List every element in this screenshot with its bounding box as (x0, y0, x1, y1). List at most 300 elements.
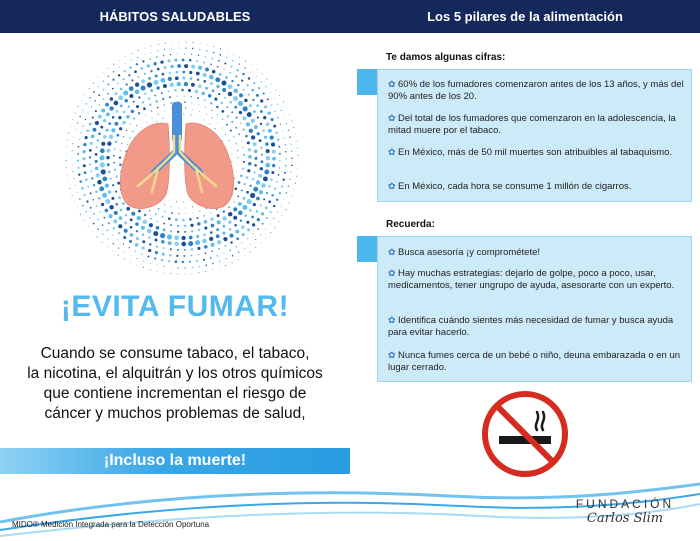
halftone-dot (89, 123, 92, 126)
halftone-dot (272, 157, 276, 161)
halftone-dot (285, 144, 286, 145)
halftone-dot (72, 157, 73, 158)
halftone-dot (212, 269, 213, 270)
halftone-dot (250, 72, 251, 73)
list-item: ✿ Identifica cuándo sientes más necesidad de fumar y busca ayuda para evitar hacerlo. (388, 315, 674, 338)
halftone-dot (238, 252, 239, 253)
halftone-dot (148, 249, 151, 252)
halftone-dot (98, 86, 100, 88)
halftone-dot (260, 234, 261, 235)
halftone-dot (211, 250, 213, 252)
halftone-dot (285, 165, 287, 167)
halftone-dot (199, 266, 201, 268)
recuerda-panel (377, 236, 692, 382)
halftone-dot (177, 273, 178, 274)
halftone-dot (86, 103, 88, 105)
halftone-dot (282, 215, 283, 216)
halftone-dot (261, 212, 264, 215)
halftone-dot (271, 194, 273, 196)
halftone-dot (191, 273, 192, 274)
halftone-dot (178, 213, 179, 214)
halftone-dot (138, 76, 140, 78)
halftone-dot (75, 185, 76, 186)
halftone-dot (212, 90, 214, 92)
halftone-dot (204, 226, 207, 229)
halftone-dot (188, 89, 191, 92)
halftone-dot (141, 253, 143, 255)
halftone-dot (253, 142, 257, 146)
halftone-dot (193, 212, 194, 213)
halftone-dot (141, 86, 146, 91)
halftone-dot (171, 48, 172, 49)
halftone-dot (136, 63, 138, 65)
halftone-dot (107, 83, 109, 85)
halftone-dot (151, 52, 152, 53)
halftone-dot (97, 228, 99, 230)
halftone-dot (138, 50, 139, 51)
halftone-dot (289, 114, 290, 115)
halftone-dot (83, 143, 86, 146)
halftone-dot (103, 89, 105, 91)
halftone-dot (272, 164, 275, 167)
halftone-dot (118, 224, 122, 228)
halftone-dot (222, 216, 226, 220)
halftone-dot (163, 247, 165, 249)
halftone-dot (131, 79, 133, 81)
cifras-panel (377, 69, 692, 202)
halftone-dot (83, 164, 86, 167)
halftone-dot (220, 48, 221, 49)
halftone-dot (263, 116, 266, 119)
halftone-dot (236, 246, 237, 247)
halftone-dot (131, 212, 135, 216)
halftone-dot (97, 180, 102, 185)
halftone-dot (79, 139, 80, 140)
halftone-dot (290, 143, 292, 145)
halftone-dot (135, 89, 140, 94)
halftone-dot (274, 218, 275, 219)
halftone-dot (249, 185, 251, 187)
halftone-dot (252, 223, 255, 226)
halftone-dot (265, 229, 266, 230)
halftone-dot (93, 83, 94, 84)
halftone-dot (258, 174, 262, 178)
halftone-dot (276, 199, 278, 201)
halftone-dot (163, 223, 165, 225)
halftone-dot (66, 146, 67, 147)
halftone-dot (100, 162, 105, 167)
halftone-dot (249, 209, 252, 212)
halftone-dot (244, 255, 245, 256)
halftone-dot (230, 249, 231, 250)
halftone-dot (96, 173, 100, 177)
gear-bullet-icon: ✿ (388, 147, 396, 157)
halftone-dot (195, 240, 200, 245)
halftone-dot (199, 49, 201, 51)
halftone-dot (82, 126, 83, 127)
halftone-dot (168, 90, 170, 92)
halftone-dot (82, 157, 85, 160)
halftone-dot (160, 78, 165, 83)
halftone-dot (283, 199, 284, 200)
halftone-dot (264, 105, 267, 108)
halftone-dot (239, 57, 240, 58)
halftone-dot (156, 245, 158, 247)
list-item: ✿ Del total de los fumadores que comenzaron en la adolescencia, la mitad muere por el tabaco. (388, 113, 676, 136)
halftone-dot (170, 273, 171, 274)
halftone-dot (202, 239, 207, 244)
halftone-dot (123, 70, 125, 72)
halftone-dot (248, 148, 251, 151)
halftone-dot (190, 224, 193, 227)
halftone-dot (175, 242, 179, 246)
halftone-dot (108, 68, 109, 69)
halftone-dot (265, 86, 266, 87)
halftone-dot (112, 251, 113, 252)
halftone-dot (256, 69, 257, 70)
halftone-dot (182, 219, 185, 222)
halftone-dot (170, 83, 174, 87)
halftone-dot (248, 77, 250, 79)
halftone-dot (283, 137, 284, 138)
halftone-dot (226, 258, 228, 260)
halftone-dot (254, 150, 258, 154)
halftone-dot (240, 220, 242, 222)
halftone-dot (213, 46, 214, 47)
halftone-dot (233, 96, 238, 101)
halftone-dot (75, 129, 76, 130)
halftone-dot (247, 228, 250, 231)
halftone-dot (123, 91, 128, 96)
halftone-dot (89, 163, 91, 165)
halftone-dot (89, 88, 90, 89)
halftone-dot (163, 228, 166, 231)
halftone-dot (254, 125, 258, 129)
halftone-dot (277, 139, 279, 141)
halftone-dot (118, 248, 119, 249)
halftone-dot (257, 116, 259, 118)
halftone-dot (72, 164, 73, 165)
halftone-dot (255, 157, 258, 160)
halftone-dot (77, 208, 78, 209)
halftone-dot (89, 149, 92, 152)
halftone-dot (217, 255, 219, 257)
halftone-dot (89, 217, 91, 219)
halftone-dot (81, 100, 82, 101)
halftone-dot (170, 54, 171, 55)
halftone-dot (225, 76, 228, 79)
halftone-dot (274, 111, 275, 112)
halftone-dot (251, 65, 252, 66)
halftone-dot (251, 135, 255, 139)
halftone-dot (196, 260, 198, 262)
halftone-dot (184, 274, 185, 275)
halftone-dot (147, 229, 152, 234)
halftone-dot (205, 265, 207, 267)
halftone-dot (130, 233, 134, 237)
halftone-dot (112, 79, 114, 81)
halftone-dot (148, 236, 151, 239)
gear-bullet-icon: ✿ (388, 268, 396, 278)
halftone-dot (248, 155, 252, 159)
list-item: ✿ Busca asesoría ¡y comprométete! (388, 247, 541, 258)
halftone-dot (137, 258, 138, 259)
halftone-dot (198, 229, 201, 232)
halftone-dot (112, 235, 113, 236)
halftone-dot (103, 135, 107, 139)
halftone-dot (98, 197, 101, 200)
halftone-dot (256, 94, 259, 97)
halftone-dot (85, 178, 87, 180)
halftone-dot (283, 101, 284, 102)
halftone-dot (123, 236, 126, 239)
halftone-dot (232, 255, 234, 257)
halftone-dot (108, 122, 111, 125)
halftone-dot (224, 97, 226, 99)
halftone-dot (270, 224, 271, 225)
halftone-dot (212, 263, 214, 265)
halftone-dot (115, 92, 118, 95)
halftone-dot (182, 71, 185, 74)
halftone-dot (247, 238, 248, 239)
halftone-dot (66, 153, 67, 154)
halftone-dot (157, 68, 160, 71)
halftone-dot (254, 164, 257, 167)
halftone-dot (181, 242, 186, 247)
halftone-dot (163, 272, 164, 273)
halftone-dot (118, 74, 120, 76)
halftone-dot (232, 60, 234, 62)
halftone-dot (95, 110, 97, 112)
halftone-dot (228, 228, 231, 231)
halftone-dot (108, 76, 109, 77)
halftone-dot (205, 56, 206, 57)
halftone-dot (191, 248, 194, 251)
halftone-dot (85, 136, 88, 139)
halftone-dot (67, 139, 68, 140)
halftone-dot (189, 218, 191, 220)
halftone-dot (150, 269, 151, 270)
halftone-dot (191, 54, 192, 55)
halftone-dot (233, 216, 237, 220)
halftone-dot (154, 80, 159, 85)
halftone-dot (163, 55, 165, 57)
halftone-dot (130, 226, 133, 229)
halftone-dot (155, 213, 157, 215)
halftone-dot (230, 65, 232, 67)
halftone-dot (77, 192, 78, 193)
halftone-dot (97, 139, 99, 141)
halftone-dot (201, 92, 205, 96)
halftone-dot (288, 130, 289, 131)
halftone-dot (102, 224, 103, 225)
halftone-dot (208, 94, 211, 97)
halftone-dot (129, 240, 132, 243)
halftone-dot (136, 237, 139, 240)
halftone-dot (222, 231, 225, 234)
halftone-dot (183, 95, 184, 96)
halftone-dot (72, 119, 73, 120)
halftone-dot (241, 225, 245, 229)
halftone-dot (263, 93, 265, 95)
halftone-dot (191, 255, 193, 257)
halftone-dot (84, 171, 87, 174)
halftone-dot (161, 259, 163, 261)
halftone-dot (223, 237, 227, 241)
halftone-dot (218, 93, 220, 95)
halftone-dot (151, 46, 152, 47)
halftone-dot (177, 64, 181, 68)
list-item: ✿ En México, cada hora se consume 1 millón de cigarros. (388, 181, 632, 192)
halftone-dot (266, 156, 270, 160)
halftone-dot (242, 168, 244, 170)
halftone-dot (281, 206, 282, 207)
halftone-dot (185, 47, 186, 48)
halftone-dot (112, 88, 114, 90)
halftone-dot (243, 129, 245, 131)
halftone-dot (153, 231, 158, 236)
halftone-dot (191, 83, 195, 87)
halftone-dot (279, 153, 281, 155)
halftone-dot (279, 167, 281, 169)
halftone-dot (228, 84, 233, 89)
halftone-dot (162, 73, 165, 76)
halftone-dot (196, 72, 200, 76)
halftone-dot (95, 121, 99, 125)
halftone-dot (218, 60, 220, 62)
halftone-dot (129, 66, 131, 68)
halftone-dot (77, 167, 79, 169)
halftone-dot (278, 104, 279, 105)
halftone-dot (228, 212, 232, 216)
halftone-dot (143, 267, 144, 268)
halftone-dot (118, 232, 121, 235)
halftone-dot (67, 174, 68, 175)
halftone-dot (175, 76, 179, 80)
halftone-dot (246, 176, 249, 179)
halftone-dot (78, 146, 80, 148)
halftone-dot (92, 116, 94, 118)
halftone-dot (282, 130, 283, 131)
lungs-icon (112, 102, 242, 212)
halftone-dot (135, 243, 138, 246)
halftone-dot (84, 194, 86, 196)
halftone-dot (156, 271, 157, 272)
no-smoking-icon (481, 390, 569, 478)
halftone-dot (228, 92, 233, 97)
halftone-dot (135, 250, 137, 252)
halftone-dot (222, 88, 226, 92)
halftone-dot (79, 116, 80, 117)
halftone-dot (222, 225, 225, 228)
halftone-dot (72, 143, 73, 144)
halftone-dot (188, 241, 193, 246)
header-right (350, 0, 700, 33)
halftone-dot (113, 64, 114, 65)
halftone-dot (89, 97, 91, 99)
halftone-dot (215, 77, 220, 82)
halftone-dot (291, 157, 293, 159)
halftone-dot (276, 181, 278, 183)
halftone-dot (179, 42, 180, 43)
halftone-dot (171, 212, 173, 214)
halftone-dot (148, 77, 151, 80)
halftone-dot (74, 178, 75, 179)
halftone-dot (258, 87, 260, 89)
halftone-dot (176, 95, 177, 96)
halftone-dot (97, 237, 98, 238)
halftone-dot (184, 231, 186, 233)
halftone-dot (291, 120, 292, 121)
halftone-dot (87, 186, 89, 188)
halftone-dot (177, 249, 179, 251)
halftone-dot (246, 84, 249, 87)
halftone-dot (123, 243, 124, 244)
halftone-dot (124, 221, 127, 224)
halftone-dot (214, 98, 217, 101)
halftone-dot (242, 116, 246, 120)
halftone-dot (119, 67, 120, 68)
halftone-dot (248, 94, 250, 96)
halftone-dot (262, 74, 263, 75)
halftone-dot (191, 65, 195, 69)
halftone-dot (218, 248, 220, 250)
body-line: la nicotina, el alquitrán y los otros químicos (27, 365, 323, 382)
halftone-dot (270, 178, 273, 181)
halftone-dot (178, 267, 179, 268)
halftone-dot (217, 240, 221, 244)
halftone-dot (271, 171, 274, 174)
halftone-dot (265, 206, 268, 209)
halftone-dot (174, 89, 176, 91)
halftone-dot (247, 141, 250, 144)
halftone-dot (200, 43, 201, 44)
halftone-dot (93, 128, 97, 132)
gear-bullet-icon: ✿ (388, 79, 396, 89)
halftone-dot (101, 142, 105, 146)
halftone-dot (154, 95, 156, 97)
halftone-dot (209, 237, 213, 241)
logo-subtitle: Carlos Slim (586, 511, 664, 526)
halftone-dot (227, 51, 228, 52)
halftone-dot (91, 106, 92, 107)
halftone-dot (274, 98, 275, 99)
halftone-dot (66, 167, 67, 168)
halftone-dot (131, 53, 132, 54)
halftone-dot (107, 238, 108, 239)
halftone-dot (185, 267, 186, 268)
halftone-dot (238, 259, 239, 260)
halftone-dot (260, 110, 263, 113)
halftone-dot (197, 247, 200, 250)
halftone-dot (226, 57, 228, 59)
halftone-dot (293, 189, 294, 190)
halftone-dot (66, 160, 67, 161)
halftone-dot (98, 94, 100, 96)
halftone-dot (253, 203, 256, 206)
halftone-dot (231, 80, 233, 82)
halftone-dot (253, 110, 256, 113)
halftone-dot (144, 92, 146, 94)
halftone-dot (130, 262, 131, 263)
halftone-dot (170, 230, 173, 233)
halftone-dot (117, 239, 118, 240)
halftone-dot (210, 217, 213, 220)
halftone-dot (210, 212, 211, 213)
halftone-dot (149, 223, 153, 227)
halftone-dot (90, 142, 93, 145)
halftone-dot (232, 262, 233, 263)
